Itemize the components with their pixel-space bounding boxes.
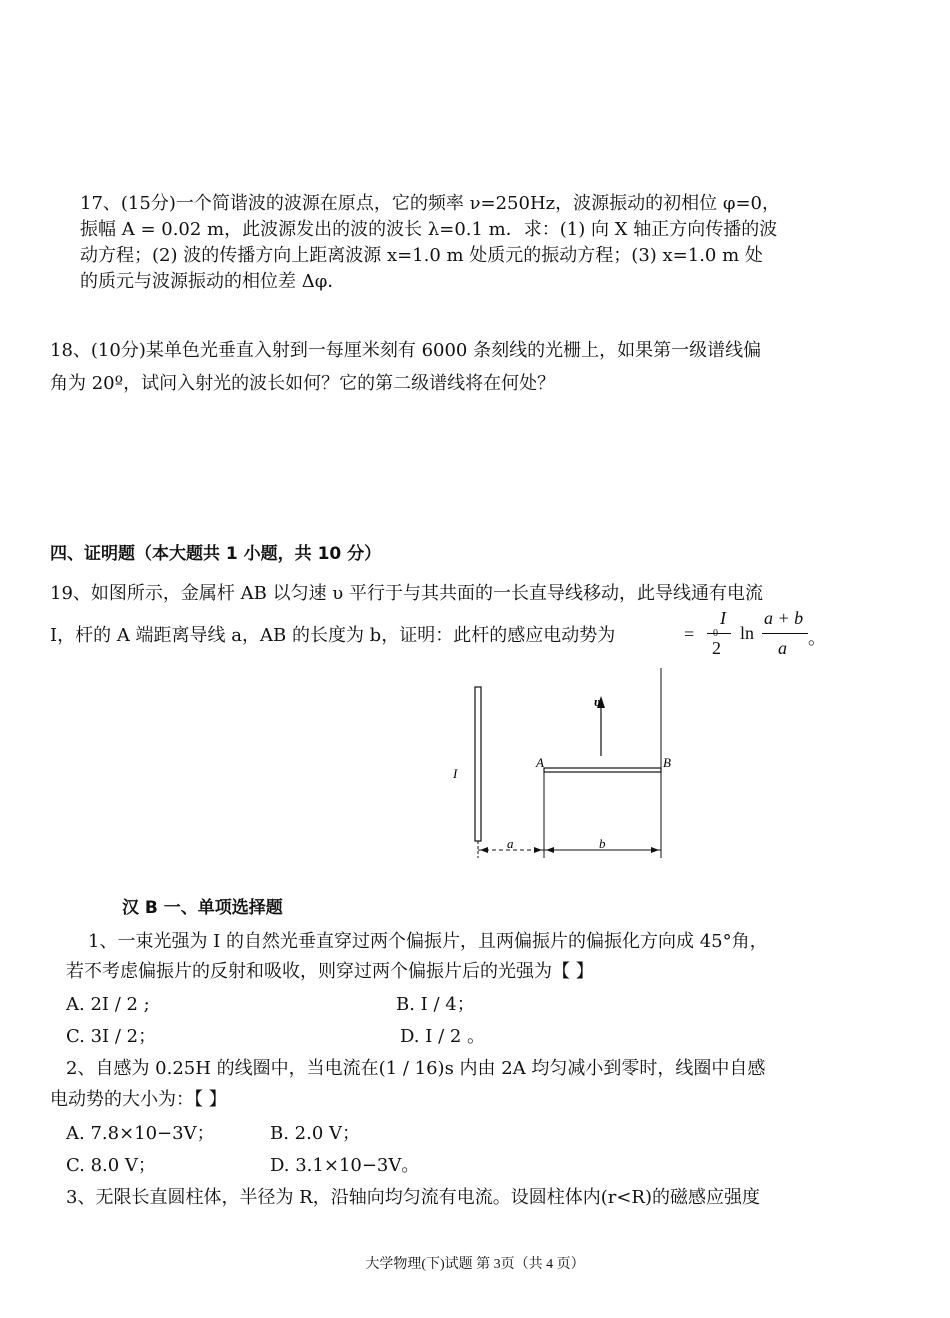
q17-line-1: 17、(15分)一个简谐波的波源在原点，它的频率 ν=250Hz，波源振动的初相位 φ=0， xyxy=(80,193,780,214)
rod-ab xyxy=(544,768,661,772)
rod-wire-figure xyxy=(440,660,680,865)
long-wire xyxy=(475,687,481,841)
formula-numerator: I xyxy=(720,608,726,628)
mc1-line-2: 若不考虑偏振片的反射和吸收，则穿过两个偏振片后的光强为【 】 xyxy=(66,961,594,982)
mc2-option-c: C. 8.0 V； xyxy=(66,1155,156,1176)
dimension-a-arrow-right xyxy=(534,847,542,853)
q18-line-2: 角为 20º，试问入射光的波长如何？它的第二级谱线将在何处？ xyxy=(50,373,556,394)
formula-numerator-2: a + b xyxy=(764,608,804,628)
q17-line-2: 振幅 A = 0.02 m，此波源发出的波的波长 λ=0.1 m．求：(1) 向 X 轴正方向传播的波 xyxy=(80,219,778,240)
q19-line-2: I，杆的 A 端距离导线 a，AB 的长度为 b，证明：此杆的感应电动势为 xyxy=(50,625,616,646)
formula-equals: = xyxy=(684,624,695,644)
mc2-option-a: A. 7.8×10−3V； xyxy=(66,1123,215,1144)
mc1-option-b: B. I / 4； xyxy=(396,994,475,1015)
q19-line-1: 19、如图所示，金属杆 AB 以匀速 υ 平行于与其共面的一长直导线移动，此导线通有电流 xyxy=(50,583,763,604)
formula-denominator: 2 xyxy=(712,638,721,658)
mc1-option-c: C. 3I / 2； xyxy=(66,1026,157,1047)
page-footer: 大学物理(下)试题 第 3页（共 4 页） xyxy=(365,1257,585,1272)
mc2-option-d: D. 3.1×10−3V。 xyxy=(270,1155,420,1176)
mc2-line-1: 2、自感为 0.25H 的线圈中，当电流在(1 / 16)s 内由 2A 均匀减小到零时，线圈中自感 xyxy=(66,1058,766,1079)
label-end-b: B xyxy=(663,755,671,770)
mc1-option-a: A. 2I / 2 ; xyxy=(66,994,150,1015)
section-4-title: 四、证明题（本大题共 1 小题，共 10 分） xyxy=(50,544,382,564)
mc1-line-1: 1、一束光强为 I 的自然光垂直穿过两个偏振片，且两偏振片的偏振化方向成 45°角， xyxy=(88,931,768,952)
dimension-b-arrow-left xyxy=(546,847,554,853)
q17-line-3: 动方程；(2) 波的传播方向上距离波源 x=1.0 m 处质元的振动方程；(3) x=1.0 m 处 xyxy=(80,245,763,266)
section-b-title: 汉 B 一、单项选择题 xyxy=(122,898,283,918)
dimension-a-arrow-left xyxy=(480,847,488,853)
mc2-option-b: B. 2.0 V； xyxy=(270,1123,361,1144)
formula-denominator-2: a xyxy=(778,638,787,658)
dimension-b-arrow-right xyxy=(651,847,659,853)
formula-ln: ln xyxy=(740,623,755,643)
formula-fraction-bar xyxy=(707,633,731,634)
q18-line-1: 18、(10分)某单色光垂直入射到一每厘米刻有 6000 条刻线的光栅上，如果第一级谱线偏 xyxy=(50,340,762,361)
label-end-a: A xyxy=(536,755,544,770)
label-velocity: υ xyxy=(594,694,601,709)
mc1-option-d: D. I / 2 。 xyxy=(400,1026,486,1047)
label-distance-a: a xyxy=(507,836,514,851)
mc2-line-2: 电动势的大小为：【 】 xyxy=(50,1089,227,1110)
formula-end: 。 xyxy=(808,628,826,648)
label-length-b: b xyxy=(599,836,606,851)
mc3-line-1: 3、无限长直圆柱体，半径为 R，沿轴向均匀流有电流。设圆柱体内(r<R)的磁感应强度 xyxy=(66,1187,761,1208)
formula-fraction-bar-2 xyxy=(762,633,808,634)
label-current-i: I xyxy=(453,766,458,781)
q17-line-4: 的质元与波源振动的相位差 Δφ． xyxy=(80,271,346,292)
